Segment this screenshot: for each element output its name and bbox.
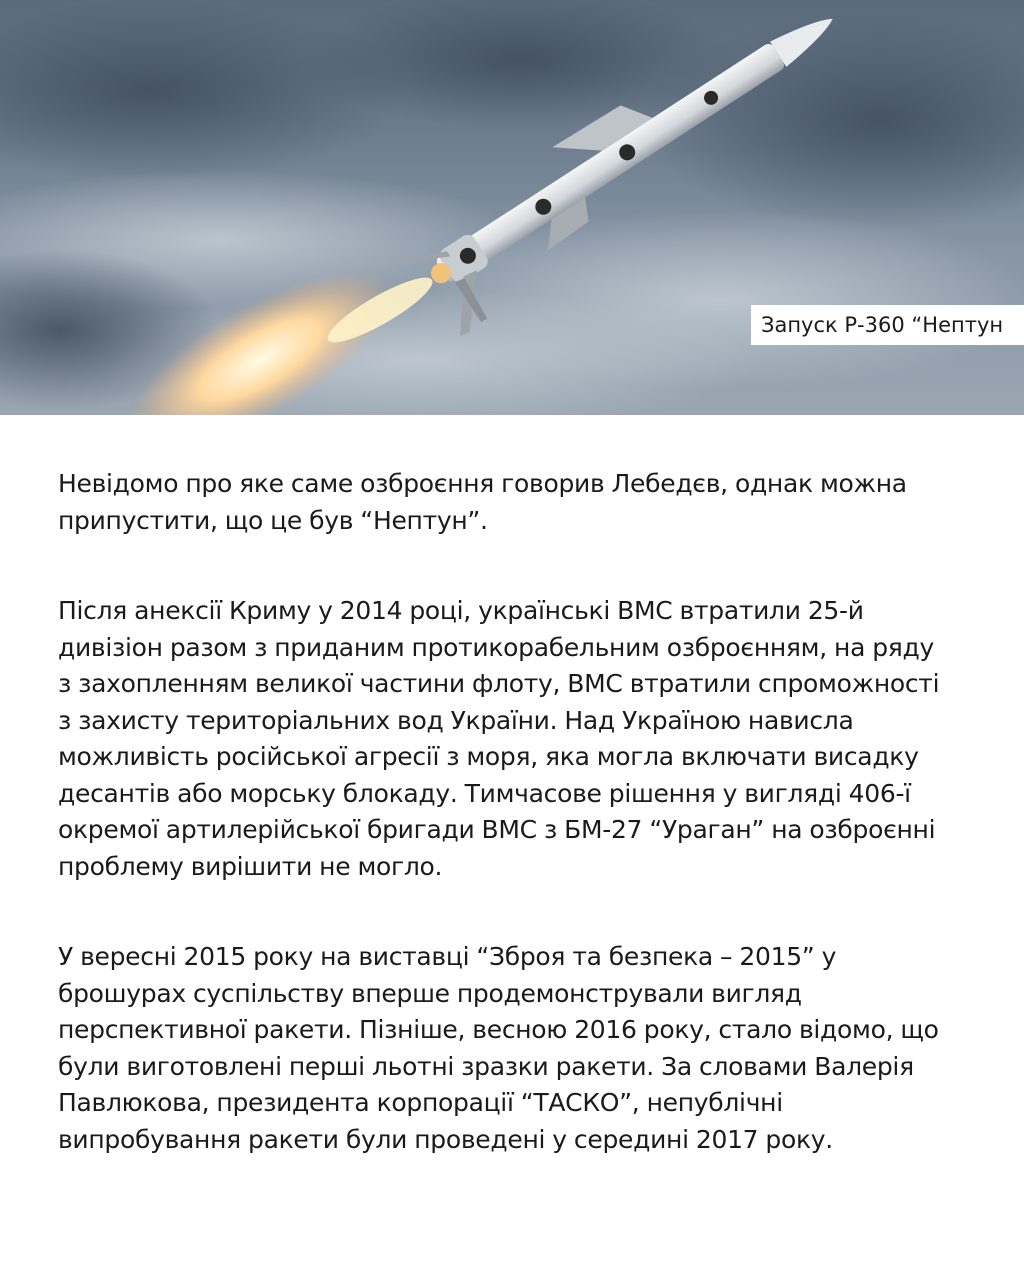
article-paragraph: У вересні 2015 року на виставці “Зброя та безпека – 2015” у брошурах суспільству вперше продемонстрували вигляд перспективної ракети. Пізніше, весною 2016 року, стало відомо, що були виготовлені перші льотні зразки ракети. За словами Валерія Павлюкова, президента корпорації “ТАСКО”, непублічні випробування ракети були проведені у середині 2017 року. xyxy=(58,942,939,1154)
photo-caption: Запуск Р-360 “Нептун xyxy=(751,305,1024,345)
hero-photo xyxy=(0,0,1024,415)
article-paragraph: Невідомо про яке саме озброєння говорив Лебедєв, однак можна припустити, що це був “Нептун”. xyxy=(58,469,907,535)
article-paragraph: Після анексії Криму у 2014 році, українські ВМС втратили 25-й дивізіон разом з приданим протикорабельним озброєнням, на ряду з захопленням великої частини флоту, ВМС втратили спроможності з захисту територіальних вод України. Над Україною нависла можливість російської агресії з моря, яка могла включати висадку десантів або морську блокаду. Тимчасове рішення у вигляді 406-ї окремої артилерійської бригади ВМС з БМ-27 “Ураган” на озброєнні проблему вирішити не могло. xyxy=(58,596,940,881)
article-body xyxy=(0,415,940,1158)
missile-launch-image xyxy=(0,0,1024,415)
